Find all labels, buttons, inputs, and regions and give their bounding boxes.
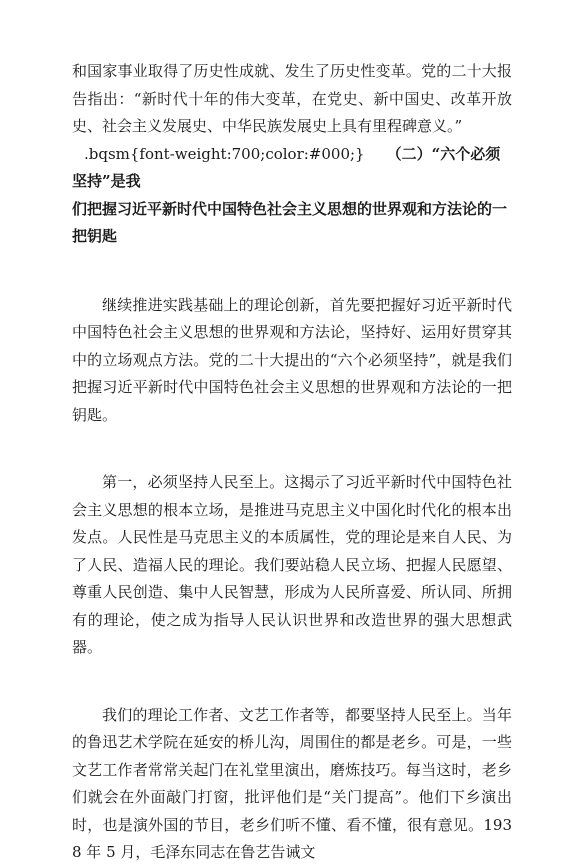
heading-line-2: 们把握习近平新时代中国特色社会主义思想的世界观和方法论的一把钥匙 [72, 199, 508, 245]
paragraph-first: 第一，必须坚持人民至上。这揭示了习近平新时代中国特色社会主义思想的根本立场，是推进马克思主义中国化时代化的根本出发点。人民性是马克思主义的本质属性，党的理论是来自人民、为了人民、造福人民的理论。我们要站稳人民立场、把握人民愿望、尊重人民创造、集中人民智慧，形成为人民所喜爱、所认同、所拥有的理论，使之成为指导人民认识世界和改造世界的强大思想武器。 [72, 473, 512, 656]
heading-title-part-1: （二）“六个必须坚持”是我 [72, 144, 501, 190]
paragraph-luxun: 我们的理论工作者、文艺工作者等，都要坚持人民至上。当年的鲁迅艺术学院在延安的桥儿沟，周围住的都是老乡。可是，一些文艺工作者常常关起门在礼堂里演出，磨炼技巧。每当这时，老乡们就会在外面敲门打窗，批评他们是“关门提高”。他们下乡演出时，也是演外国的节目，老乡们听不懂、看不懂，很有意见。1938 年 5 月，毛泽东同志在鲁艺告诫文 [72, 705, 512, 861]
heading-line-1 [72, 141, 512, 196]
paragraph-intro: 继续推进实践基础上的理论创新，首先要把握好习近平新时代中国特色社会主义思想的世界观和方法论，坚持好、运用好贯穿其中的立场观点方法。党的二十大提出的“六个必须坚持”，就是我们把握习近平新时代中国特色社会主义思想的世界观和方法论的一把钥匙。 [72, 295, 512, 424]
heading-css-leak: .bqsm{font-weight:700;color:#000;} [84, 144, 365, 163]
section-heading [72, 141, 512, 251]
paragraph-continued: 和国家事业取得了历史性成就、发生了历史性变革。党的二十大报告指出：“新时代十年的伟大变革，在党史、新中国史、改革开放史、社会主义发展史、中华民族发展史上具有里程碑意义。” [72, 62, 512, 135]
document-page [72, 58, 512, 867]
